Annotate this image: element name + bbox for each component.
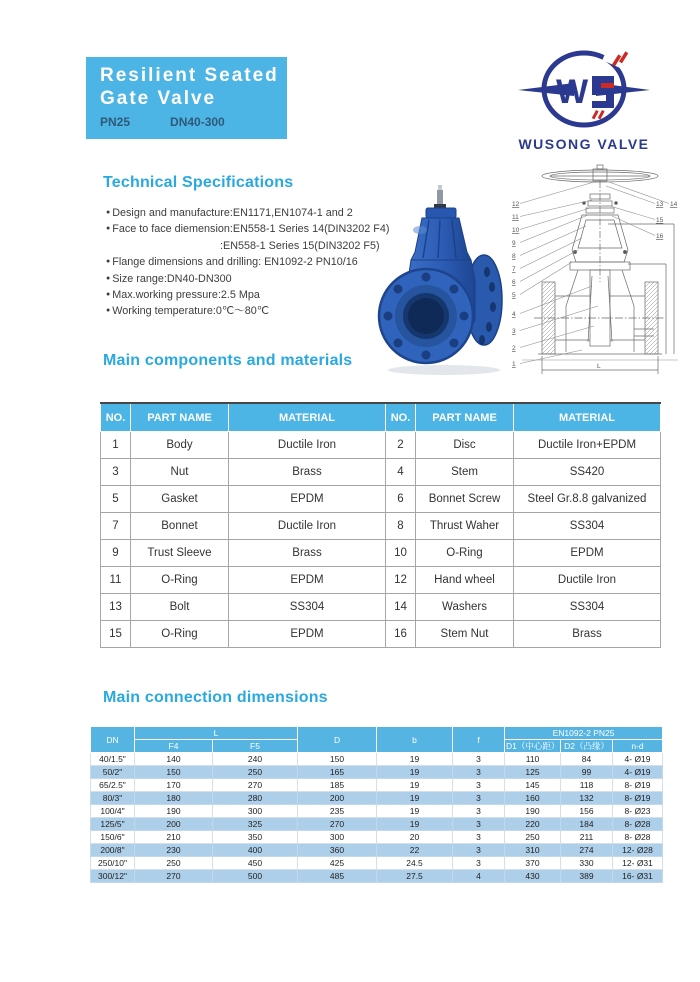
page-title-line2: Gate Valve — [100, 88, 217, 109]
table-cell: 5 — [101, 486, 131, 513]
col-part-1: PART NAME — [131, 403, 229, 432]
callout-number: 2 — [512, 345, 516, 352]
table-cell: 110 — [505, 753, 561, 766]
table-cell: 2 — [386, 432, 416, 459]
table-cell: 300 — [213, 805, 298, 818]
table-cell: 6 — [386, 486, 416, 513]
table-cell: 40/1.5" — [91, 753, 135, 766]
table-cell: 280 — [213, 792, 298, 805]
table-cell: Stem — [416, 459, 514, 486]
table-cell: 13 — [101, 594, 131, 621]
table-cell: 20 — [377, 831, 453, 844]
page-title-line1: Resilient Seated — [100, 65, 279, 86]
section-title-components: Main components and materials — [103, 352, 353, 369]
bullet-icon: ● — [106, 274, 111, 282]
callout-leader-line — [520, 250, 578, 282]
callout-number: 10 — [512, 227, 520, 234]
callout-number: 1 — [512, 361, 516, 368]
brand-name: WUSONG VALVE — [518, 136, 650, 152]
table-cell: 4 — [453, 870, 505, 883]
table-cell: 1 — [101, 432, 131, 459]
callout-number: 12 — [512, 201, 520, 208]
wusong-logo-icon — [516, 50, 652, 130]
table-cell: 220 — [505, 818, 561, 831]
table-cell: 19 — [377, 805, 453, 818]
bullet-icon: ● — [106, 307, 111, 315]
table-row — [91, 831, 663, 844]
table-cell: 65/2.5" — [91, 779, 135, 792]
bottom-dimension-label: L — [597, 363, 601, 370]
table-cell: EPDM — [229, 621, 386, 648]
table-cell: SS304 — [514, 594, 661, 621]
table-cell: 300/12" — [91, 870, 135, 883]
table-cell: 7 — [101, 513, 131, 540]
callout-leader-line — [610, 206, 655, 220]
callout-number: 11 — [512, 214, 519, 221]
table-cell: 310 — [505, 844, 561, 857]
callout-leader-line — [520, 286, 592, 314]
valve-drawing — [508, 164, 686, 387]
table-row — [101, 621, 661, 648]
table-cell: Ductile Iron — [229, 513, 386, 540]
table-cell: 8- Ø28 — [613, 818, 663, 831]
callout-number: 5 — [512, 292, 516, 299]
table-cell: 3 — [453, 753, 505, 766]
spec-bullet: ● Design and manufacture:EN1171,EN1074-1 and 2 — [106, 207, 353, 219]
table-row — [101, 540, 661, 567]
callout-leader-line — [520, 200, 592, 217]
table-cell: 84 — [561, 753, 613, 766]
col-f4: F4 — [135, 740, 213, 753]
table-cell: 15 — [101, 621, 131, 648]
table-row — [101, 567, 661, 594]
table-cell: O-Ring — [416, 540, 514, 567]
table-cell: 400 — [213, 844, 298, 857]
table-cell: 389 — [561, 870, 613, 883]
pressure-class: PN25 — [100, 115, 131, 129]
table-cell: 160 — [505, 792, 561, 805]
callout-number: 6 — [512, 279, 516, 286]
table-cell: 3 — [453, 792, 505, 805]
table-cell: 235 — [298, 805, 377, 818]
table-row — [91, 779, 663, 792]
table-cell: O-Ring — [131, 621, 229, 648]
table-cell: Washers — [416, 594, 514, 621]
col-part-2: PART NAME — [416, 403, 514, 432]
table-cell: Ductile Iron — [514, 567, 661, 594]
table-cell: 19 — [377, 792, 453, 805]
table-row — [101, 594, 661, 621]
section-title-dimensions: Main connection dimensions — [103, 689, 328, 706]
table-cell: Bonnet Screw — [416, 486, 514, 513]
col-nd: n-d — [613, 740, 663, 753]
table-cell: Thrust Waher — [416, 513, 514, 540]
table-cell: 485 — [298, 870, 377, 883]
table-row — [91, 766, 663, 779]
callout-number: 13 — [656, 201, 664, 208]
callout-leader-line — [520, 238, 582, 269]
spec-bullet: ● Flange dimensions and drilling: EN1092-2 PN10/16 — [106, 256, 358, 269]
table-cell: 8- Ø19 — [613, 792, 663, 805]
table-cell: 165 — [298, 766, 377, 779]
table-cell: 10 — [386, 540, 416, 567]
table-cell: 270 — [213, 779, 298, 792]
table-cell: 184 — [561, 818, 613, 831]
table-cell: 150 — [298, 753, 377, 766]
table-cell: 8 — [386, 513, 416, 540]
table-cell: 19 — [377, 766, 453, 779]
table-cell: 425 — [298, 857, 377, 870]
table-cell: 250 — [213, 766, 298, 779]
table-cell: 99 — [561, 766, 613, 779]
table-cell: 170 — [135, 779, 213, 792]
table-cell: Disc — [416, 432, 514, 459]
table-cell: 190 — [135, 805, 213, 818]
table-cell: 8- Ø28 — [613, 831, 663, 844]
callout-leader-line — [609, 182, 669, 204]
table-cell: 3 — [453, 818, 505, 831]
col-d1: D1（中心距） — [506, 741, 560, 751]
table-cell: 8- Ø23 — [613, 805, 663, 818]
col-no-1: NO. — [101, 403, 131, 432]
table-cell: 450 — [213, 857, 298, 870]
spec-bullet: ● Max.working pressure:2.5 Mpa — [106, 289, 260, 302]
table-cell: 132 — [561, 792, 613, 805]
table-row — [101, 432, 661, 459]
table-cell: Gasket — [131, 486, 229, 513]
spec-bullet: ● Size range:DN40-DN300 — [106, 272, 232, 285]
table-cell: 500 — [213, 870, 298, 883]
table-cell: 250 — [135, 857, 213, 870]
table-cell: Ductile Iron — [229, 432, 386, 459]
callout-leader-line — [612, 216, 655, 236]
table-cell: 185 — [298, 779, 377, 792]
table-cell: Bonnet — [131, 513, 229, 540]
table-cell: Brass — [229, 540, 386, 567]
table-cell: 100/4" — [91, 805, 135, 818]
table-cell: 12- Ø28 — [613, 844, 663, 857]
valve-photo — [374, 182, 514, 387]
callout-number: 15 — [656, 217, 664, 224]
table-cell: Brass — [514, 621, 661, 648]
table-cell: SS304 — [229, 594, 386, 621]
col-l-group: L — [135, 727, 298, 740]
table-cell: 12- Ø31 — [613, 857, 663, 870]
callout-number: 3 — [512, 328, 516, 335]
table-cell: 270 — [135, 870, 213, 883]
col-f: f — [453, 727, 505, 753]
table-cell: 430 — [505, 870, 561, 883]
col-f5: F5 — [213, 740, 298, 753]
table-cell: 3 — [453, 857, 505, 870]
callout-number: 16 — [656, 233, 664, 240]
table-cell: 150/6" — [91, 831, 135, 844]
table-cell: 19 — [377, 779, 453, 792]
col-material-2: MATERIAL — [514, 403, 661, 432]
table-cell: 211 — [561, 831, 613, 844]
callout-number: 9 — [512, 240, 516, 247]
table-cell: 22 — [377, 844, 453, 857]
table-cell: 230 — [135, 844, 213, 857]
table-cell: 19 — [377, 753, 453, 766]
table-cell: 3 — [453, 831, 505, 844]
table-row — [91, 753, 663, 766]
table-cell: Hand wheel — [416, 567, 514, 594]
table-cell: 360 — [298, 844, 377, 857]
callout-number: 7 — [512, 266, 516, 273]
table-row — [101, 459, 661, 486]
table-cell: 8- Ø19 — [613, 779, 663, 792]
table-cell: 118 — [561, 779, 613, 792]
bullet-icon: ● — [106, 209, 111, 216]
table-cell: SS304 — [514, 513, 661, 540]
table-cell: Bolt — [131, 594, 229, 621]
table-cell: 156 — [561, 805, 613, 818]
table-cell: Trust Sleeve — [131, 540, 229, 567]
spec-bullet: ● Working temperature:0℃～80℃ — [106, 305, 269, 318]
callout-number: 14 — [670, 201, 678, 208]
callout-leader-line — [520, 306, 598, 331]
table-row — [91, 844, 663, 857]
table-cell: 325 — [213, 818, 298, 831]
table-cell: 50/2" — [91, 766, 135, 779]
table-cell: 250/10" — [91, 857, 135, 870]
bullet-icon: ● — [106, 291, 111, 299]
components-table — [100, 402, 661, 648]
table-cell: 200 — [298, 792, 377, 805]
callout-number: 8 — [512, 253, 516, 260]
bullet-icon: ● — [106, 258, 111, 266]
table-cell: 210 — [135, 831, 213, 844]
table-cell: 190 — [505, 805, 561, 818]
table-cell: Stem Nut — [416, 621, 514, 648]
callout-leader-line — [520, 326, 594, 348]
table-row — [101, 513, 661, 540]
table-cell: 4- Ø19 — [613, 766, 663, 779]
table-cell: 150 — [135, 766, 213, 779]
table-cell: Body — [131, 432, 229, 459]
table-cell: 270 — [298, 818, 377, 831]
table-cell: 250 — [505, 831, 561, 844]
table-cell: 300 — [298, 831, 377, 844]
class-row — [100, 115, 287, 129]
table-cell: 11 — [101, 567, 131, 594]
table-cell: 3 — [453, 779, 505, 792]
callout-leader-line — [520, 182, 594, 204]
table-row — [91, 818, 663, 831]
size-range: DN40-300 — [170, 115, 225, 129]
callout-leader-line — [606, 186, 655, 204]
table-cell: 3 — [453, 805, 505, 818]
table-cell: 240 — [213, 753, 298, 766]
table-row — [91, 857, 663, 870]
valve-section-drawing — [508, 164, 686, 382]
table-cell: 200/8" — [91, 844, 135, 857]
dimensions-table — [90, 726, 663, 883]
table-cell: 350 — [213, 831, 298, 844]
table-cell: 125 — [505, 766, 561, 779]
table-row — [91, 870, 663, 883]
table-cell: 16- Ø31 — [613, 870, 663, 883]
col-material-1: MATERIAL — [229, 403, 386, 432]
callout-number: 4 — [512, 311, 516, 318]
table-cell: 140 — [135, 753, 213, 766]
table-cell: 24.5 — [377, 857, 453, 870]
table-cell: EPDM — [229, 567, 386, 594]
table-cell: 330 — [561, 857, 613, 870]
table-cell: 3 — [101, 459, 131, 486]
table-row — [91, 805, 663, 818]
col-no-2: NO. — [386, 403, 416, 432]
table-cell: 125/5" — [91, 818, 135, 831]
table-cell: EPDM — [229, 486, 386, 513]
col-d: D — [298, 727, 377, 753]
section-title-specs: Technical Specifications — [103, 174, 294, 191]
table-cell: 274 — [561, 844, 613, 857]
table-cell: 9 — [101, 540, 131, 567]
table-cell: 3 — [453, 766, 505, 779]
table-cell: Steel Gr.8.8 galvanized — [514, 486, 661, 513]
table-cell: 16 — [386, 621, 416, 648]
table-cell: 80/3" — [91, 792, 135, 805]
table-cell: 4- Ø19 — [613, 753, 663, 766]
spec-list — [106, 205, 406, 320]
table-cell: 12 — [386, 567, 416, 594]
table-cell: 3 — [453, 844, 505, 857]
table-cell: 14 — [386, 594, 416, 621]
spec-bullet: ● Face to face diemension:EN558-1 Series 14(DIN3202 F4) — [106, 223, 390, 236]
table-cell: 370 — [505, 857, 561, 870]
table-cell: 27.5 — [377, 870, 453, 883]
table-row — [101, 486, 661, 513]
table-cell: Ductile Iron+EPDM — [514, 432, 661, 459]
table-cell: Brass — [229, 459, 386, 486]
col-en-group: EN1092-2 PN25 — [505, 727, 663, 740]
col-d2: D2（凸缘） — [561, 740, 613, 753]
col-dn: DN — [91, 727, 135, 753]
svg-text:W: W — [556, 73, 589, 111]
table-cell: EPDM — [514, 540, 661, 567]
table-cell: 4 — [386, 459, 416, 486]
table-row — [91, 792, 663, 805]
brand-logo — [516, 50, 652, 152]
components-header-row — [101, 403, 661, 432]
title-box — [86, 57, 287, 139]
bullet-icon: ● — [106, 225, 111, 233]
table-cell: 19 — [377, 818, 453, 831]
spec-bullet: :EN558-1 Series 15(DIN3202 F5) — [220, 239, 380, 252]
table-cell: O-Ring — [131, 567, 229, 594]
callout-leader-line — [520, 208, 590, 230]
gate-valve-image — [374, 182, 514, 382]
table-cell: 180 — [135, 792, 213, 805]
table-cell: SS420 — [514, 459, 661, 486]
table-cell: 145 — [505, 779, 561, 792]
col-b: b — [377, 727, 453, 753]
dims-header-row-1 — [91, 727, 663, 740]
table-cell: Nut — [131, 459, 229, 486]
table-cell: 200 — [135, 818, 213, 831]
